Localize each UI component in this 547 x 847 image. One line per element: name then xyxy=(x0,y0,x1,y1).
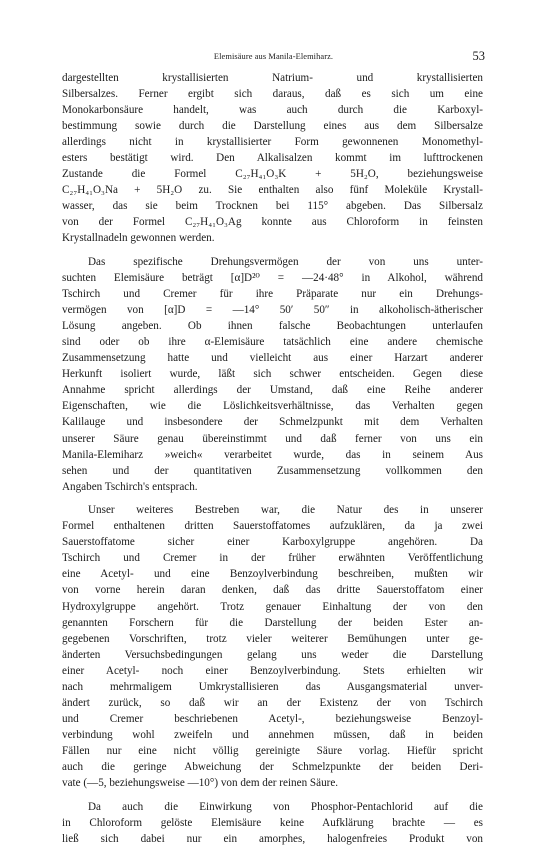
text-line: in Chloroform gelöste Elemisäure keine Aufklärung brachte — es xyxy=(62,816,483,829)
text-line: auch die geringe Abweichung der Schmelzpunkte der beiden Deri- xyxy=(62,760,483,773)
text-line: Sauerstoffatome sicher einer Karboxylgruppe angehören. Da xyxy=(62,536,483,549)
text-line: Monokarbonsäure handelt, was auch durch die Karboxyl- xyxy=(62,104,483,117)
text-line: allerdings nicht in krystallisierter Form gewonnenen Monomethyl- xyxy=(62,136,483,149)
text-line: unserer Säure genau übereinstimmt und daß ferner von uns ein xyxy=(62,432,483,445)
text-line: einer Acetyl- noch einer Benzoylverbindung. Stets erhielten wir xyxy=(62,664,483,677)
text-line: Zusammensetzung hatte und vielleicht aus einer Harzart anderer xyxy=(62,352,483,365)
text-line: Kalilauge und insbesondere der Schmelzpunkt mit dem Verhalten xyxy=(62,416,483,429)
paragraph xyxy=(62,502,483,791)
text-line: von der Formel C₂₇H₄₁O₃Ag konnte aus Chloroform in feinsten xyxy=(62,216,483,229)
text-line: Tschirch und Cremer für ihre Präparate nur ein Drehungs- xyxy=(62,288,483,301)
body-text xyxy=(62,70,483,847)
text-line: Hydroxylgruppe angehört. Trotz genauer Einhaltung der von den xyxy=(62,600,483,613)
text-line: ändert zurück, so daß wir an der Existenz der von Tschirch xyxy=(62,696,483,709)
text-line: änderten Versuchsbedingungen gelang uns weder die Darstellung xyxy=(62,648,483,661)
text-line: Herkunft isoliert wurde, läßt sich schwer entscheiden. Gegen diese xyxy=(62,368,483,381)
text-line: Silbersalzes. Ferner ergibt sich daraus, daß es sich um eine xyxy=(62,88,483,101)
text-line: genannten Forschern für die Darstellung der beiden Ester an- xyxy=(62,616,483,629)
text-line: Unser weiteres Bestreben war, die Natur des in unserer xyxy=(88,504,483,517)
text-line: wasser, das sie beim Trocknen bei 115° abgeben. Das Silbersalz xyxy=(62,200,483,213)
text-line: Krystallnadeln gewonnen werden. xyxy=(62,232,215,245)
text-line: Tschirch und Cremer in der früher erwähnten Veröffentlichung xyxy=(62,552,483,565)
text-line: sehen und der quantitativen Zusammensetzung vollkommen den xyxy=(62,464,483,477)
text-line: Das spezifische Drehungsvermögen der von uns unter- xyxy=(88,256,483,269)
text-line: Da auch die Einwirkung von Phosphor-Pentachlorid auf die xyxy=(88,800,483,813)
text-line: und Cremer beschriebenen Acetyl-, beziehungsweise Benzoyl- xyxy=(62,712,483,725)
text-line: bestimmung sowie durch die Darstellung eines aus dem Silbersalze xyxy=(62,120,483,133)
text-line: Annahme spricht allerdings der Umstand, daß eine Reihe anderer xyxy=(62,384,483,397)
paragraph xyxy=(62,70,483,247)
text-line: Formel enthaltenen dritten Sauerstoffatomes aufzuklären, da ja zwei xyxy=(62,520,483,533)
text-line: suchten Elemisäure beträgt [α]D²⁰ = —24·48° in Alkohol, während xyxy=(62,272,483,285)
text-line: Eigenschaften, wie die Löslichkeitsverhältnisse, das Verhalten gegen xyxy=(62,400,483,413)
text-line: esters bestätigt wird. Den Alkalisalzen kommt im lufttrockenen xyxy=(62,152,483,165)
text-line: Zustande die Formel C₂₇H₄₁O₃K + 5H₂O, beziehungsweise xyxy=(62,168,483,181)
text-line: Manila-Elemiharz »weich« verarbeitet wurde, das in seinem Aus xyxy=(62,448,483,461)
paragraph xyxy=(62,799,483,847)
text-line: sind oder ob ihre α-Elemisäure tatsächlich eine andere chemische xyxy=(62,336,483,349)
page-number: 53 xyxy=(472,49,485,63)
running-head xyxy=(62,49,485,65)
text-line: gegebenen Vorschriften, trotz vieler weiterer Bemühungen unter ge- xyxy=(62,632,483,645)
text-line: vermögen von [α]D = —14° 50′ 50″ in alkoholisch-ätherischer xyxy=(62,304,483,317)
text-line: dargestellten krystallisierten Natrium- und krystallisierten xyxy=(62,72,483,84)
text-line: ließ sich dabei nur ein amorphes, halogenfreies Produkt von xyxy=(62,832,483,845)
text-line: vate (—5, beziehungsweise —10°) von dem der reinen Säure. xyxy=(62,777,339,790)
text-line: verbindung wohl zweifeln und annehmen müssen, daß in beiden xyxy=(62,728,483,741)
running-title: Elemisäure aus Manila-Elemiharz. xyxy=(213,52,334,61)
text-line: nach mehrmaligem Umkrystallisieren das Ausgangsmaterial unver- xyxy=(62,680,483,693)
text-line: eine Acetyl- und eine Benzoylverbindung beschreiben, mußten wir xyxy=(62,568,483,581)
text-line: Fällen nur eine nicht völlig gereinigte Säure vorlag. Hiefür spricht xyxy=(62,744,483,757)
text-line: von vorne herein daran denken, daß das dritte Sauerstoffatom einer xyxy=(62,584,483,597)
text-line: Lösung angeben. Ob ihnen falsche Beobachtungen unterlaufen xyxy=(62,320,483,333)
text-line: Angaben Tschirch's entsprach. xyxy=(62,480,198,493)
text-line: C₂₇H₄₁O₃Na + 5H₂O zu. Sie enthalten also fünf Moleküle Krystall- xyxy=(62,184,483,197)
paragraph xyxy=(62,254,483,495)
